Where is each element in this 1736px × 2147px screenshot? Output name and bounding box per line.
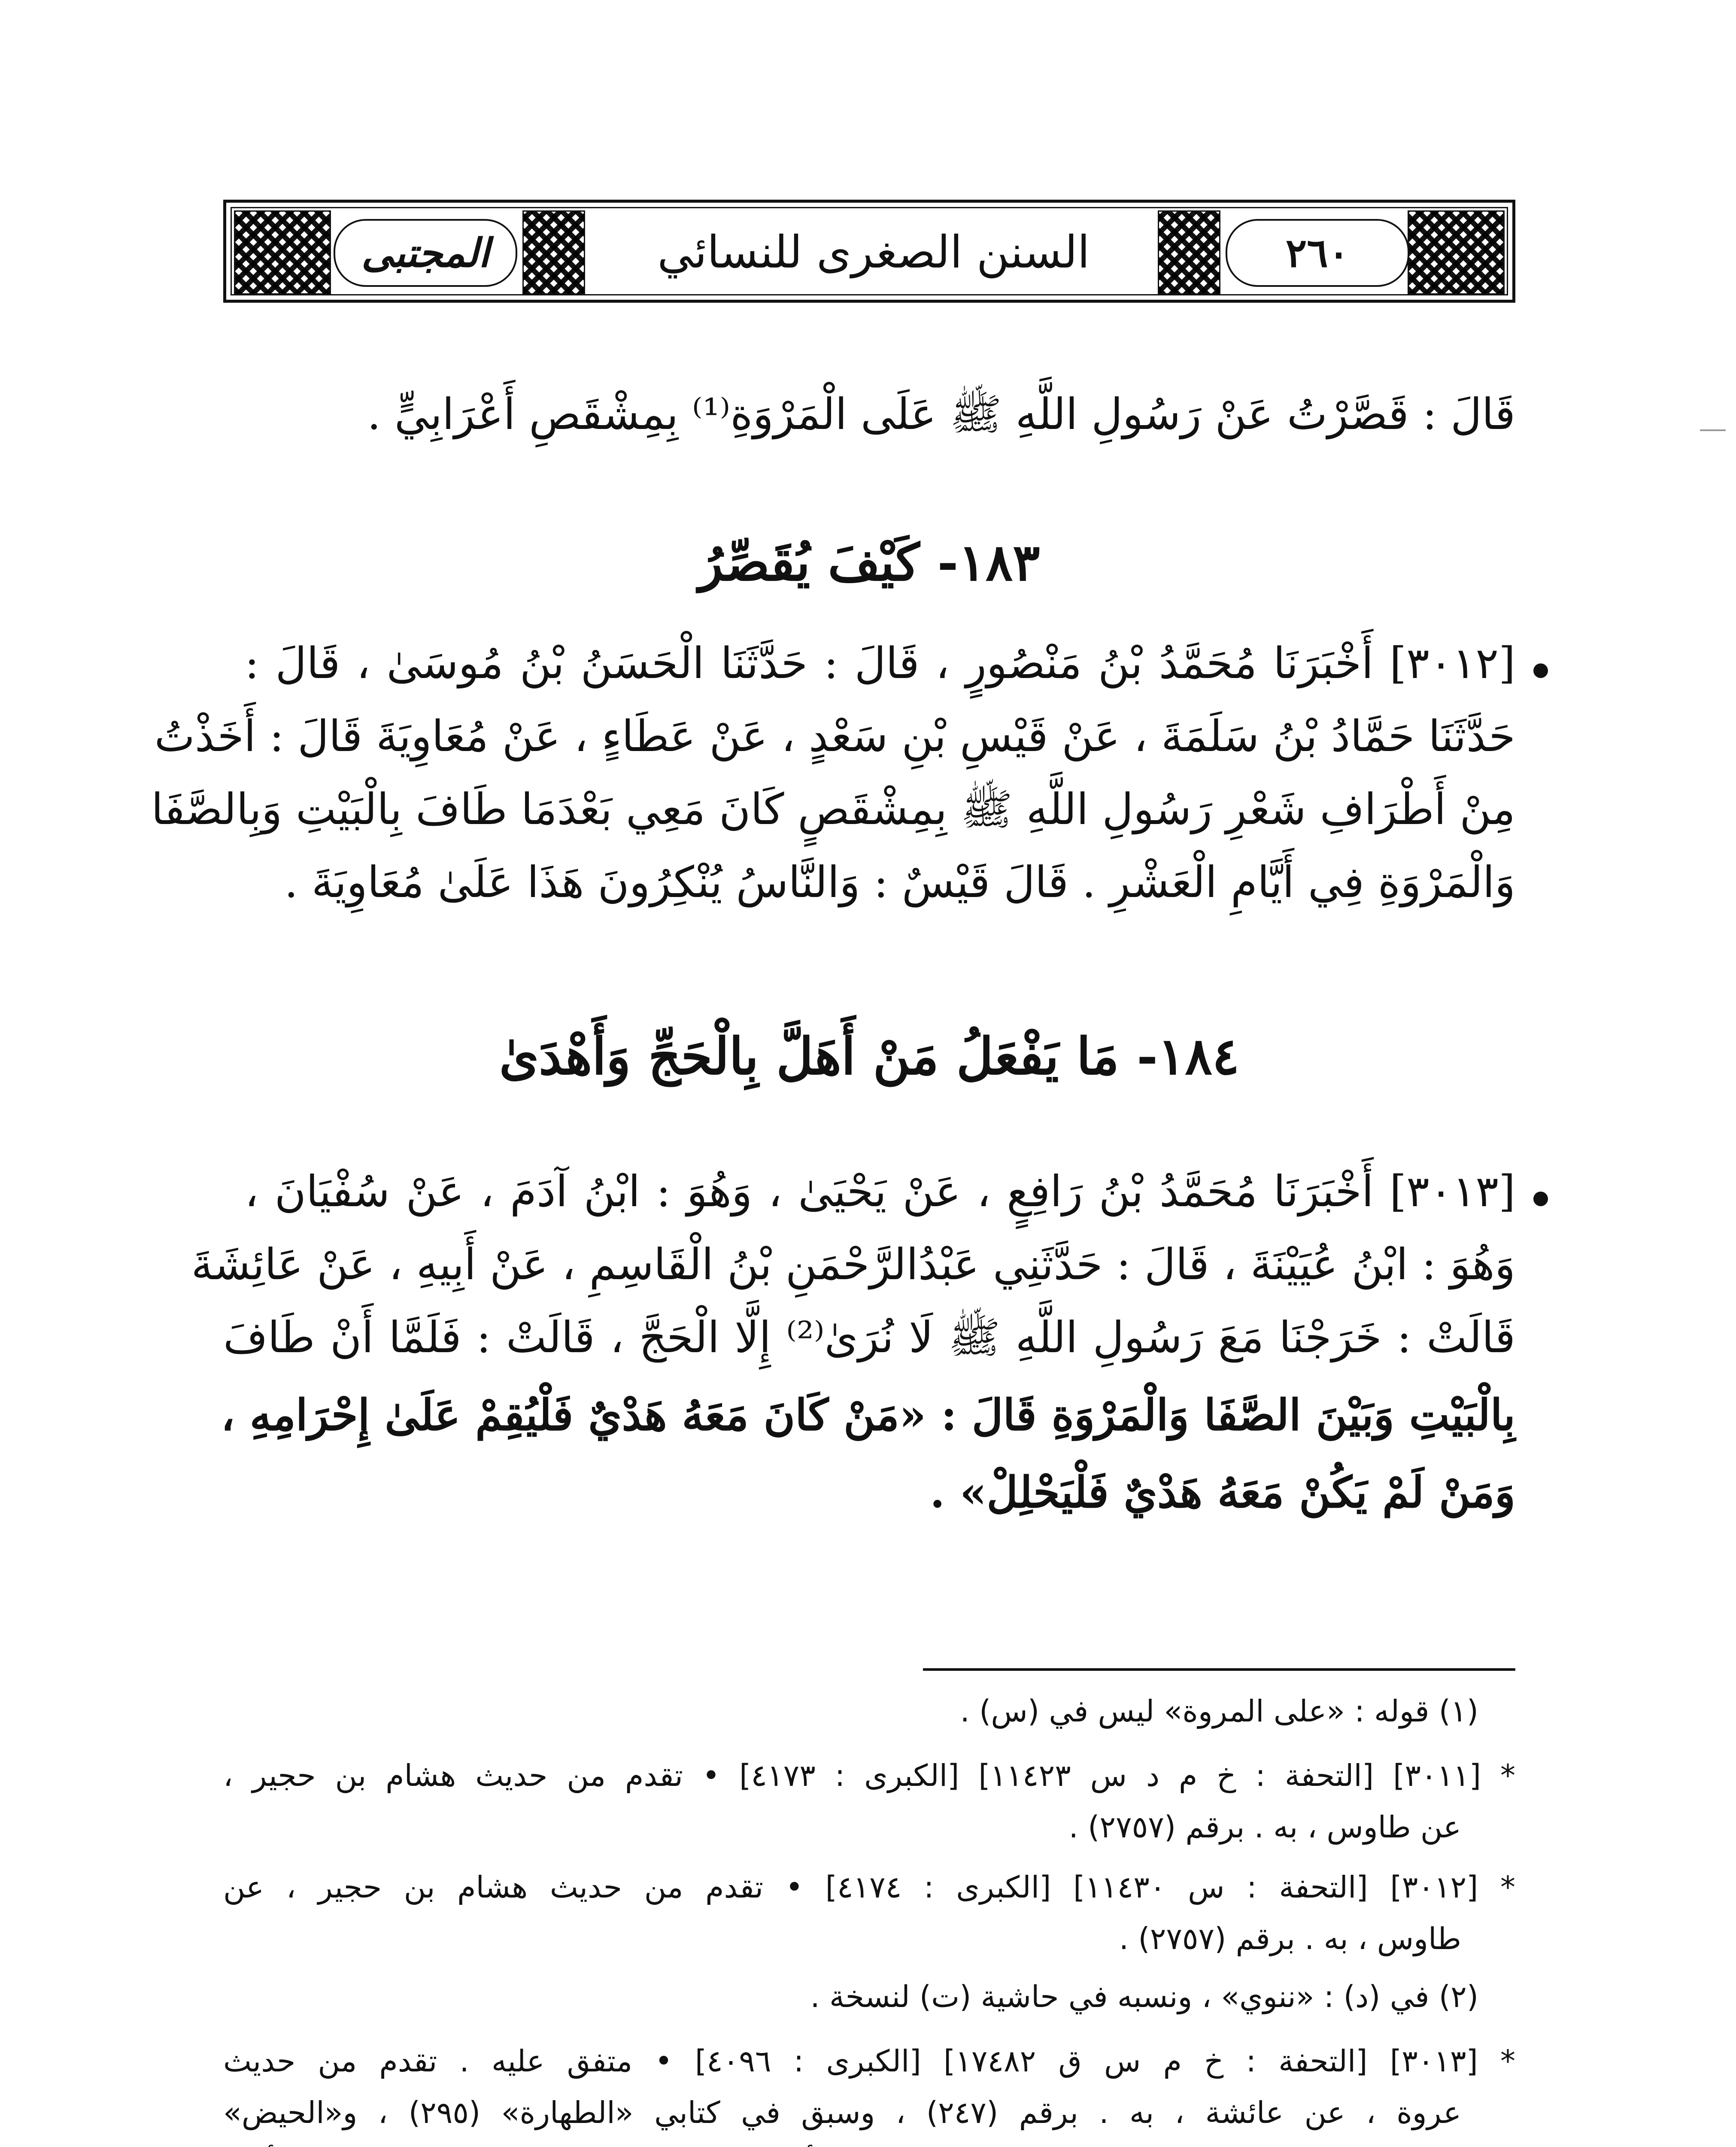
ornament-right [1408, 210, 1505, 295]
section-184-heading: ١٨٤- مَا يَفْعَلُ مَنْ أَهَلَّ بِالْحَجِّ وَأَهْدَىٰ [499, 1026, 1240, 1086]
ornament-left-inner [522, 210, 585, 295]
ref-3012-line-1: * [٣٠١٢] [التحفة : س ١١٤٣٠] [الكبرى : ٤١٧٤] • تقدم من حديث هشام بن حجير ، عن [223, 1870, 1515, 1905]
hadith-3012-line-2: حَدَّثَنَا حَمَّادُ بْنُ سَلَمَةَ ، عَنْ قَيْسِ بْنِ سَعْدٍ ، عَنْ عَطَاءٍ ، عَنْ مُعَاوِيَةَ قَالَ : أَخَذْتُ [154, 711, 1515, 761]
running-header [223, 200, 1515, 303]
ref-3013-line-2: عروة ، عن عائشة ، به . برقم (٢٤٧) ، وسبق في كتابي «الطهارة» (٢٩٥) ، و«الحيض» [223, 2095, 1461, 2130]
ornament-left [234, 210, 331, 295]
hadith-3013-line-2: وَهُوَ : ابْنُ عُيَيْنَةَ ، قَالَ : حَدَّثَنِي عَبْدُالرَّحْمَنِ بْنُ الْقَاسِمِ ، عَنْ أَبِيهِ ، عَنْ عَائِشَةَ [191, 1239, 1515, 1289]
hadith-3012-line-4: وَالْمَرْوَةِ فِي أَيَّامِ الْعَشْرِ . قَالَ قَيْسٌ : وَالنَّاسُ يُنْكِرُونَ هَذَا عَلَىٰ مُعَاوِيَةَ . [284, 857, 1515, 907]
intro-line: قَالَ : قَصَّرْتُ عَنْ رَسُولِ اللَّهِ ﷺ عَلَى الْمَرْوَةِ⁽¹⁾ بِمِشْقَصِ أَعْرَابِيٍّ . [367, 389, 1515, 439]
hadith-3012-line-3: مِنْ أَطْرَافِ شَعْرِ رَسُولِ اللَّهِ ﷺ بِمِشْقَصٍ كَانَ مَعِي بَعْدَمَا طَافَ بِالْبَيْتِ وَبِالصَّفَا [151, 784, 1515, 834]
footnote-rule [923, 1668, 1515, 1671]
book-badge: المجتبى [334, 219, 517, 287]
margin-mark [1700, 429, 1726, 431]
footnote-2: (٢) في (د) : «ننوي» ، ونسبه في حاشية (ت) لنسخة . [810, 1979, 1478, 2014]
ref-3011-line-1: * [٣٠١١] [التحفة : خ م د س ١١٤٢٣] [الكبرى : ٤١٧٣] • تقدم من حديث هشام بن حجير ، [223, 1758, 1515, 1793]
hadith-3012-line-1: [٣٠١٢] أَخْبَرَنَا مُحَمَّدُ بْنُ مَنْصُورٍ ، قَالَ : حَدَّثَنَا الْحَسَنُ بْنُ مُوسَىٰ ، قَالَ : [245, 638, 1515, 688]
page-number: ٢٦٠ [1226, 219, 1409, 287]
hadith-3013-line-4: بِالْبَيْتِ وَبَيْنَ الصَّفَا وَالْمَرْوَةِ قَالَ : «مَنْ كَانَ مَعَهُ هَدْيٌ فَلْيُقِمْ عَلَىٰ إِحْرَامِهِ ، [221, 1390, 1515, 1440]
bullet-3013 [1533, 1192, 1548, 1206]
bullet-3012 [1533, 663, 1548, 678]
hadith-3013-line-1: [٣٠١٣] أَخْبَرَنَا مُحَمَّدُ بْنُ رَافِعٍ ، عَنْ يَحْيَىٰ ، وَهُوَ : ابْنُ آدَمَ ، عَنْ سُفْيَانَ ، [245, 1166, 1515, 1216]
section-183-heading: ١٨٣- كَيْفَ يُقَصِّرُ [698, 532, 1040, 592]
ref-3013-line-3 [223, 2143, 1461, 2147]
hadith-3013-line-5: وَمَنْ لَمْ يَكُنْ مَعَهُ هَدْيٌ فَلْيَحْلِلْ» . [930, 1467, 1515, 1517]
ref-3012-line-2: طاوس ، به . برقم (٢٧٥٧) . [1119, 1921, 1461, 1956]
header-title: السنن الصغرى للنسائي [657, 226, 1090, 278]
ornament-right-inner [1158, 210, 1220, 295]
footnote-1: (١) قوله : «على المروة» ليس في (س) . [960, 1694, 1478, 1729]
ref-3011-line-2: عن طاوس ، به . برقم (٢٧٥٧) . [1068, 1809, 1461, 1845]
hadith-3013-line-3: قَالَتْ : خَرَجْنَا مَعَ رَسُولِ اللَّهِ ﷺ لَا نُرَىٰ⁽²⁾ إِلَّا الْحَجَّ ، قَالَتْ : فَلَمَّا أَنْ طَافَ [223, 1312, 1516, 1362]
ref-3013-line-1: * [٣٠١٣] [التحفة : خ م س ق ١٧٤٨٢] [الكبرى : ٤٠٩٦] • متفق عليه . تقدم من حديث [223, 2044, 1515, 2079]
